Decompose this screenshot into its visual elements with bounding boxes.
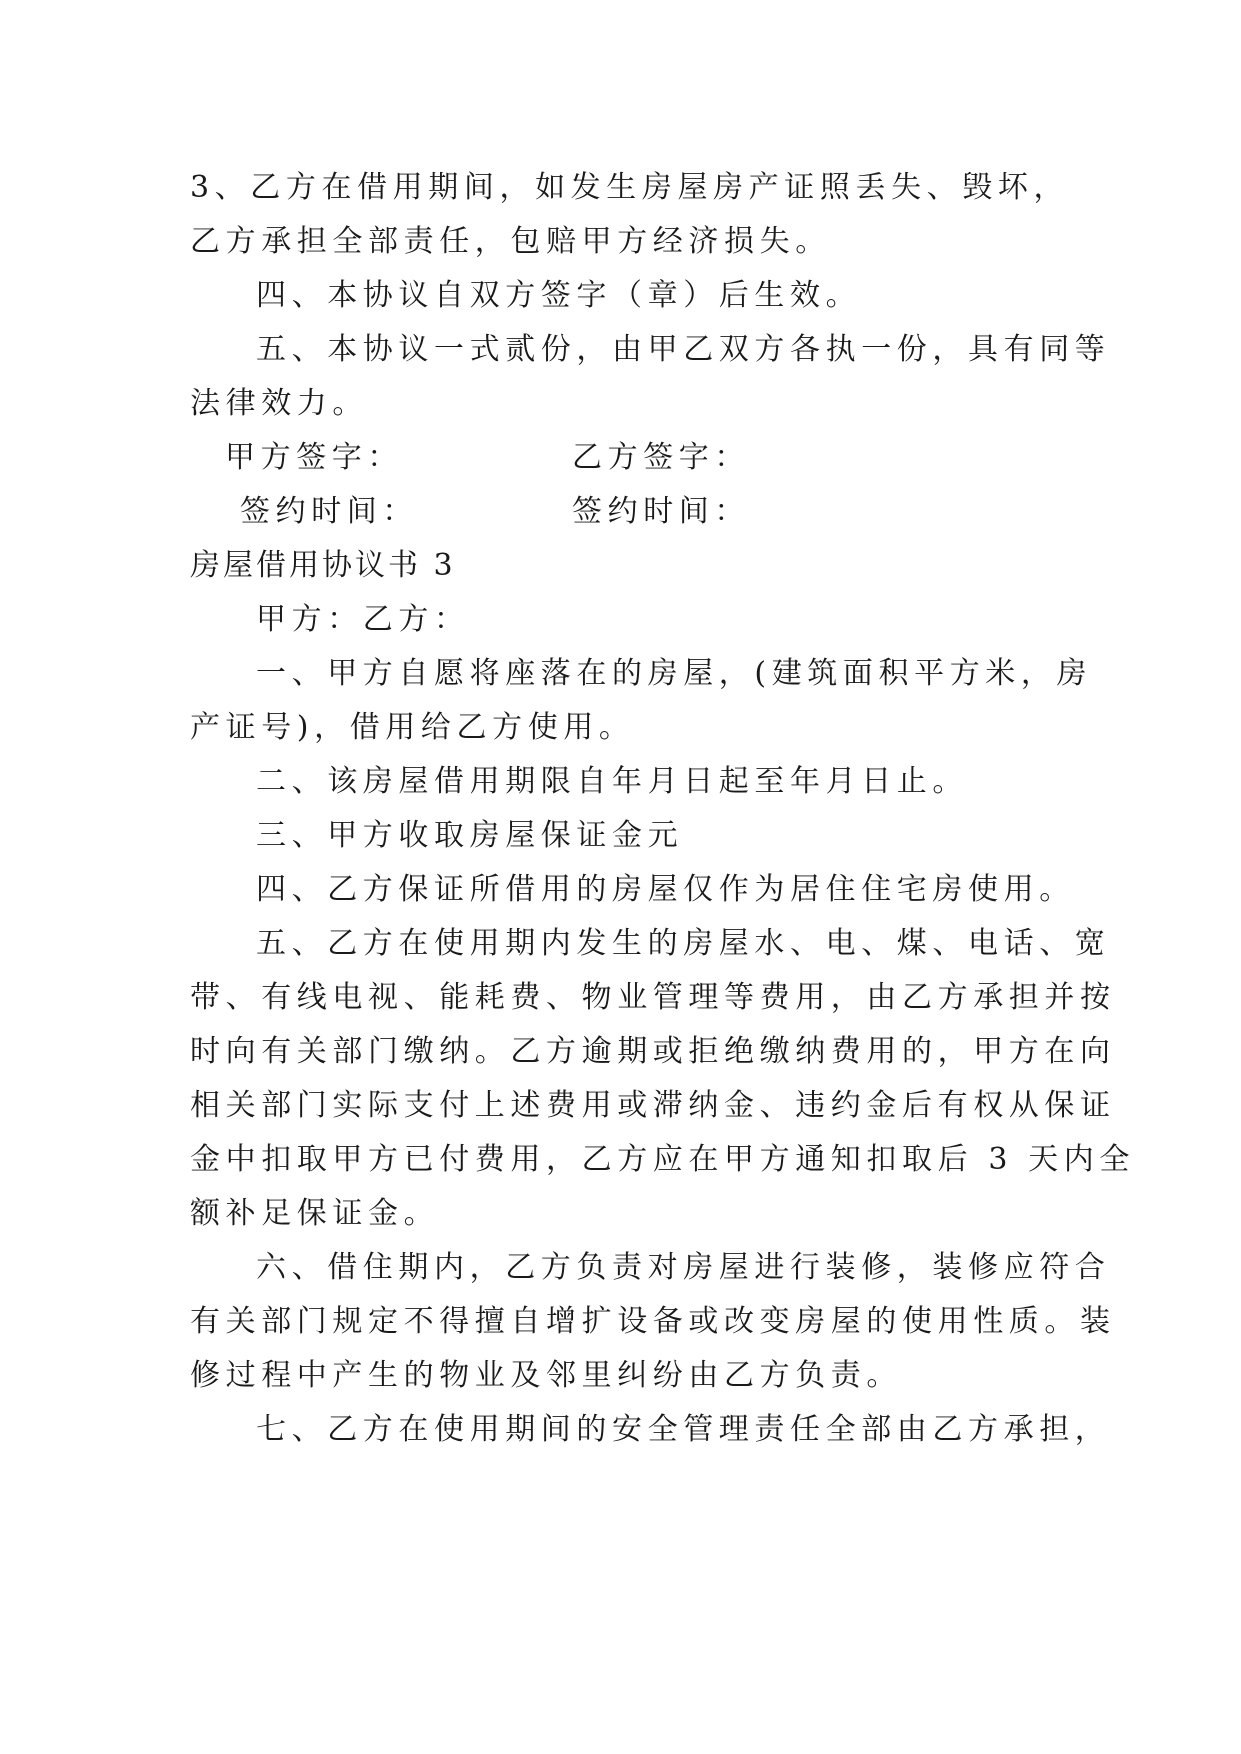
party-a-signature-label: 甲方签字： [225,440,403,475]
paragraph-line: 四、乙方保证所借用的房屋仅作为居住住宅房使用。 [256,872,1075,907]
paragraph-line: 四、本协议自双方签字（章）后生效。 [256,278,862,313]
paragraph-line: 带、有线电视、能耗费、物业管理等费用，由乙方承担并按 [190,980,1116,1015]
paragraph-line: 五、乙方在使用期内发生的房屋水、电、煤、电话、宽 [256,926,1111,961]
paragraph-line: 相关部门实际支付上述费用或滞纳金、违约金后有权从保证 [190,1088,1116,1123]
paragraph-line: 甲方：乙方： [256,602,470,637]
paragraph-line: 三、甲方收取房屋保证金元 [256,818,684,853]
paragraph-line: 乙方承担全部责任，包赔甲方经济损失。 [190,224,831,259]
paragraph-line: 时向有关部门缴纳。乙方逾期或拒绝缴纳费用的，甲方在向 [190,1034,1116,1069]
paragraph-line: 修过程中产生的物业及邻里纠纷由乙方负责。 [190,1358,902,1393]
party-b-signature-label: 乙方签字： [572,440,750,475]
paragraph-line: 金中扣取甲方已付费用，乙方应在甲方通知扣取后 3 天内全 [190,1142,1135,1177]
paragraph-line: 有关部门规定不得擅自增扩设备或改变房屋的使用性质。装 [190,1304,1116,1339]
paragraph-line: 产证号)，借用给乙方使用。 [190,710,635,745]
paragraph-line: 七、乙方在使用期间的安全管理责任全部由乙方承担， [256,1412,1111,1447]
paragraph-line: 六、借住期内，乙方负责对房屋进行装修，装修应符合 [256,1250,1111,1285]
paragraph-line: 一、甲方自愿将座落在的房屋，(建筑面积平方米，房 [256,656,1093,691]
party-a-date-label: 签约时间： [240,494,418,529]
party-b-date-label: 签约时间： [572,494,750,529]
paragraph-line: 二、该房屋借用期限自年月日起至年月日止。 [256,764,968,799]
paragraph-line: 法律效力。 [190,386,368,421]
section-title: 房屋借用协议书 3 [190,548,456,583]
paragraph-line: 五、本协议一式贰份，由甲乙双方各执一份，具有同等 [256,332,1111,367]
paragraph-line: 3、乙方在借用期间，如发生房屋房产证照丢失、毁坏， [190,170,1070,205]
paragraph-line: 额补足保证金。 [190,1196,440,1231]
